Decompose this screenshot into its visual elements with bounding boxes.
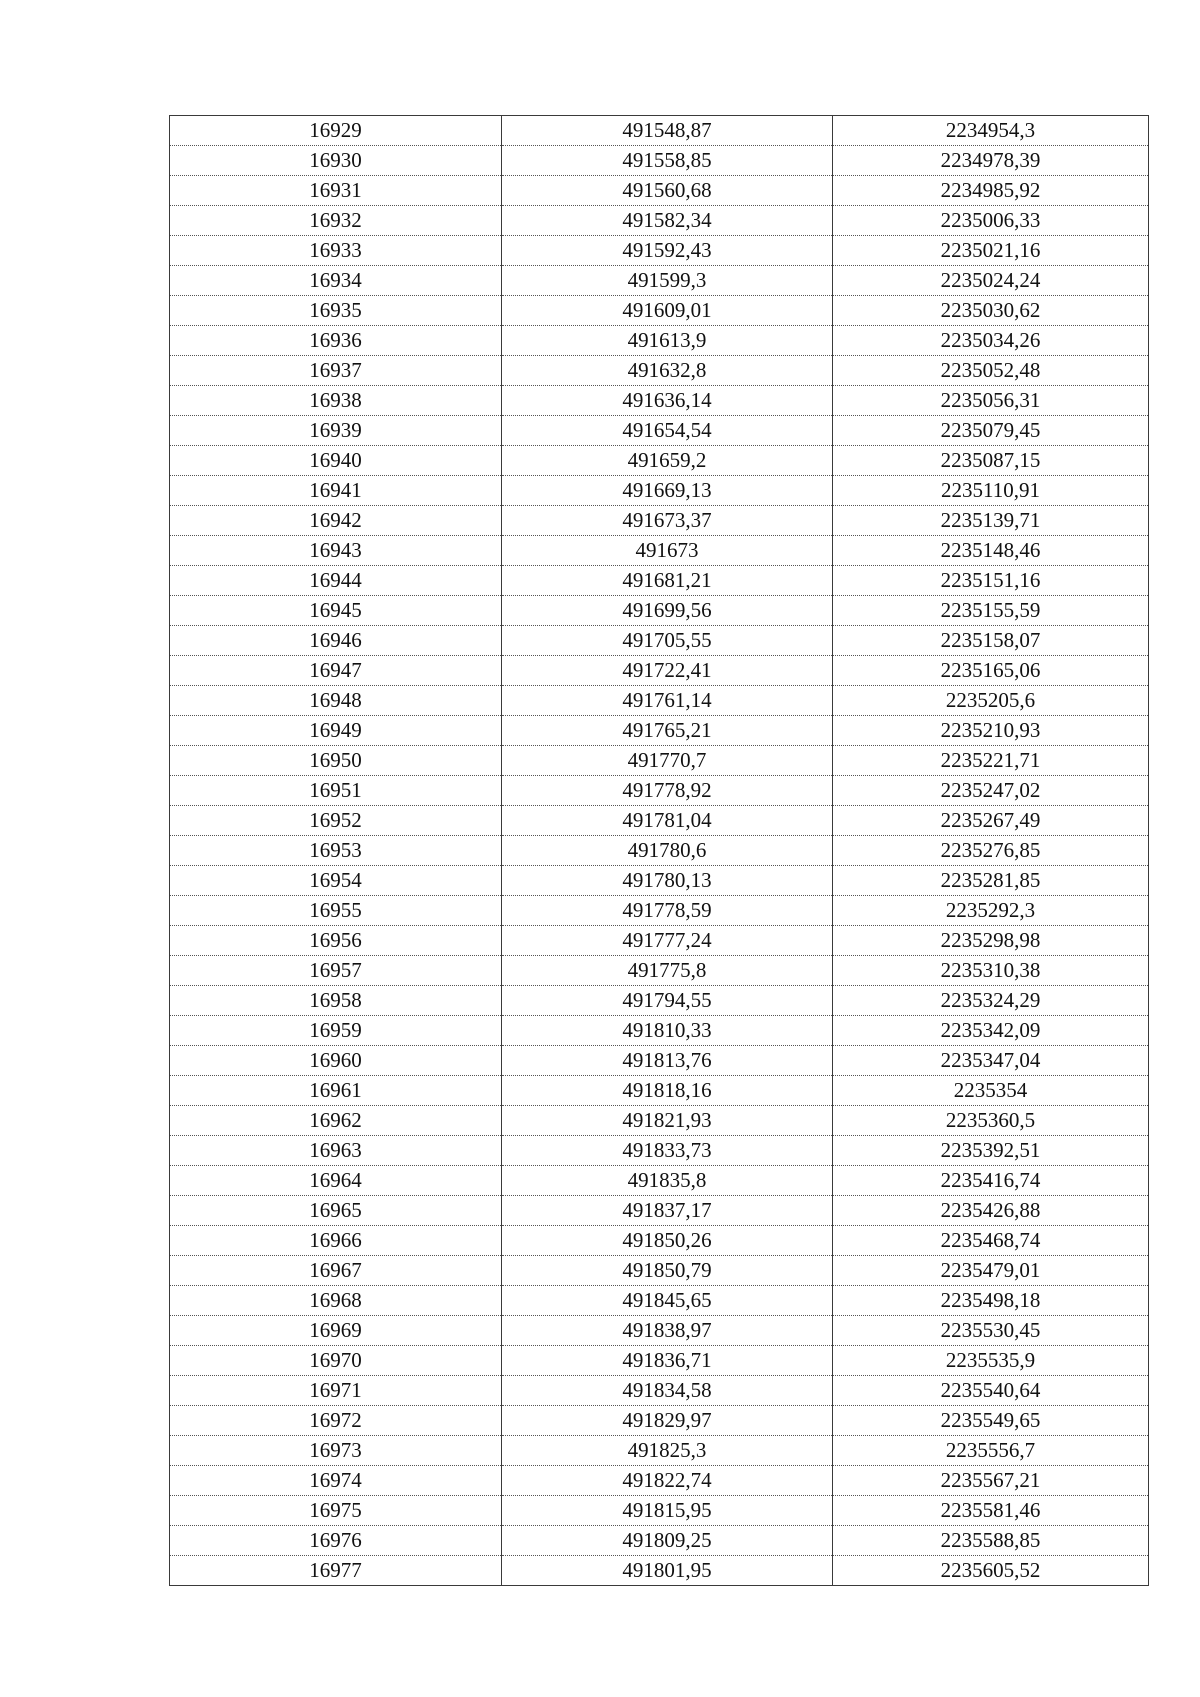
y-coordinate-cell: 2235158,07 [833,626,1149,656]
table-row [170,1526,1149,1556]
x-coordinate-cell: 491818,16 [502,1076,833,1106]
table-row [170,1166,1149,1196]
y-coordinate-cell: 2235276,85 [833,836,1149,866]
y-coordinate-cell: 2235056,31 [833,386,1149,416]
table-row [170,566,1149,596]
table-row [170,236,1149,266]
x-coordinate-cell: 491761,14 [502,686,833,716]
y-coordinate-cell: 2235556,7 [833,1436,1149,1466]
point-number-cell: 16976 [170,1526,502,1556]
table-row [170,926,1149,956]
x-coordinate-cell: 491722,41 [502,656,833,686]
point-number-cell: 16936 [170,326,502,356]
x-coordinate-cell: 491850,79 [502,1256,833,1286]
table-row [170,986,1149,1016]
table-row [170,1436,1149,1466]
y-coordinate-cell: 2235540,64 [833,1376,1149,1406]
x-coordinate-cell: 491548,87 [502,116,833,146]
x-coordinate-cell: 491809,25 [502,1526,833,1556]
y-coordinate-cell: 2235024,24 [833,266,1149,296]
y-coordinate-cell: 2235342,09 [833,1016,1149,1046]
point-number-cell: 16970 [170,1346,502,1376]
x-coordinate-cell: 491815,95 [502,1496,833,1526]
y-coordinate-cell: 2235030,62 [833,296,1149,326]
point-number-cell: 16954 [170,866,502,896]
table-row [170,1196,1149,1226]
y-coordinate-cell: 2235006,33 [833,206,1149,236]
point-number-cell: 16952 [170,806,502,836]
point-number-cell: 16940 [170,446,502,476]
y-coordinate-cell: 2235292,3 [833,896,1149,926]
x-coordinate-cell: 491834,58 [502,1376,833,1406]
point-number-cell: 16957 [170,956,502,986]
point-number-cell: 16974 [170,1466,502,1496]
y-coordinate-cell: 2235148,46 [833,536,1149,566]
point-number-cell: 16962 [170,1106,502,1136]
table-row [170,1016,1149,1046]
table-row [170,416,1149,446]
y-coordinate-cell: 2235354 [833,1076,1149,1106]
point-number-cell: 16971 [170,1376,502,1406]
table-row [170,206,1149,236]
table-row [170,116,1149,146]
table-row [170,1406,1149,1436]
y-coordinate-cell: 2235151,16 [833,566,1149,596]
table-row [170,686,1149,716]
x-coordinate-cell: 491558,85 [502,146,833,176]
x-coordinate-cell: 491794,55 [502,986,833,1016]
y-coordinate-cell: 2235165,06 [833,656,1149,686]
point-number-cell: 16934 [170,266,502,296]
point-number-cell: 16955 [170,896,502,926]
point-number-cell: 16951 [170,776,502,806]
point-number-cell: 16953 [170,836,502,866]
x-coordinate-cell: 491780,13 [502,866,833,896]
y-coordinate-cell: 2235298,98 [833,926,1149,956]
y-coordinate-cell: 2235468,74 [833,1226,1149,1256]
y-coordinate-cell: 2235205,6 [833,686,1149,716]
y-coordinate-cell: 2235498,18 [833,1286,1149,1316]
table-row [170,776,1149,806]
table-row [170,1496,1149,1526]
point-number-cell: 16931 [170,176,502,206]
point-number-cell: 16946 [170,626,502,656]
x-coordinate-cell: 491765,21 [502,716,833,746]
point-number-cell: 16959 [170,1016,502,1046]
table-row [170,1256,1149,1286]
y-coordinate-cell: 2234985,92 [833,176,1149,206]
x-coordinate-cell: 491632,8 [502,356,833,386]
y-coordinate-cell: 2235324,29 [833,986,1149,1016]
point-number-cell: 16956 [170,926,502,956]
point-number-cell: 16930 [170,146,502,176]
y-coordinate-cell: 2235392,51 [833,1136,1149,1166]
point-number-cell: 16968 [170,1286,502,1316]
point-number-cell: 16947 [170,656,502,686]
table-row [170,806,1149,836]
y-coordinate-cell: 2235110,91 [833,476,1149,506]
table-row [170,1556,1149,1586]
y-coordinate-cell: 2235034,26 [833,326,1149,356]
table-row [170,446,1149,476]
x-coordinate-cell: 491833,73 [502,1136,833,1166]
coordinates-table-body [170,116,1149,1586]
table-row [170,386,1149,416]
table-row [170,1136,1149,1166]
y-coordinate-cell: 2235479,01 [833,1256,1149,1286]
point-number-cell: 16932 [170,206,502,236]
point-number-cell: 16942 [170,506,502,536]
y-coordinate-cell: 2235310,38 [833,956,1149,986]
x-coordinate-cell: 491673 [502,536,833,566]
table-row [170,356,1149,386]
table-row [170,326,1149,356]
table-row [170,956,1149,986]
x-coordinate-cell: 491636,14 [502,386,833,416]
x-coordinate-cell: 491838,97 [502,1316,833,1346]
point-number-cell: 16965 [170,1196,502,1226]
x-coordinate-cell: 491801,95 [502,1556,833,1586]
point-number-cell: 16948 [170,686,502,716]
point-number-cell: 16961 [170,1076,502,1106]
table-row [170,1076,1149,1106]
x-coordinate-cell: 491810,33 [502,1016,833,1046]
point-number-cell: 16950 [170,746,502,776]
x-coordinate-cell: 491599,3 [502,266,833,296]
y-coordinate-cell: 2235052,48 [833,356,1149,386]
table-row [170,476,1149,506]
y-coordinate-cell: 2235605,52 [833,1556,1149,1586]
x-coordinate-cell: 491850,26 [502,1226,833,1256]
table-row [170,506,1149,536]
x-coordinate-cell: 491592,43 [502,236,833,266]
x-coordinate-cell: 491613,9 [502,326,833,356]
x-coordinate-cell: 491582,34 [502,206,833,236]
x-coordinate-cell: 491822,74 [502,1466,833,1496]
y-coordinate-cell: 2235087,15 [833,446,1149,476]
y-coordinate-cell: 2234978,39 [833,146,1149,176]
y-coordinate-cell: 2235210,93 [833,716,1149,746]
x-coordinate-cell: 491560,68 [502,176,833,206]
point-number-cell: 16943 [170,536,502,566]
point-number-cell: 16929 [170,116,502,146]
x-coordinate-cell: 491778,92 [502,776,833,806]
x-coordinate-cell: 491837,17 [502,1196,833,1226]
table-row [170,866,1149,896]
x-coordinate-cell: 491654,54 [502,416,833,446]
point-number-cell: 16977 [170,1556,502,1586]
table-row [170,746,1149,776]
point-number-cell: 16960 [170,1046,502,1076]
table-row [170,296,1149,326]
y-coordinate-cell: 2235535,9 [833,1346,1149,1376]
table-row [170,836,1149,866]
y-coordinate-cell: 2235021,16 [833,236,1149,266]
point-number-cell: 16937 [170,356,502,386]
table-row [170,1466,1149,1496]
x-coordinate-cell: 491781,04 [502,806,833,836]
point-number-cell: 16963 [170,1136,502,1166]
y-coordinate-cell: 2234954,3 [833,116,1149,146]
x-coordinate-cell: 491813,76 [502,1046,833,1076]
table-row [170,716,1149,746]
point-number-cell: 16969 [170,1316,502,1346]
table-row [170,896,1149,926]
y-coordinate-cell: 2235581,46 [833,1496,1149,1526]
table-row [170,536,1149,566]
x-coordinate-cell: 491775,8 [502,956,833,986]
point-number-cell: 16967 [170,1256,502,1286]
x-coordinate-cell: 491699,56 [502,596,833,626]
y-coordinate-cell: 2235281,85 [833,866,1149,896]
y-coordinate-cell: 2235567,21 [833,1466,1149,1496]
point-number-cell: 16939 [170,416,502,446]
table-row [170,1286,1149,1316]
point-number-cell: 16964 [170,1166,502,1196]
y-coordinate-cell: 2235530,45 [833,1316,1149,1346]
x-coordinate-cell: 491835,8 [502,1166,833,1196]
x-coordinate-cell: 491829,97 [502,1406,833,1436]
table-row [170,1316,1149,1346]
x-coordinate-cell: 491845,65 [502,1286,833,1316]
x-coordinate-cell: 491821,93 [502,1106,833,1136]
table-row [170,596,1149,626]
y-coordinate-cell: 2235079,45 [833,416,1149,446]
point-number-cell: 16933 [170,236,502,266]
table-row [170,176,1149,206]
y-coordinate-cell: 2235139,71 [833,506,1149,536]
point-number-cell: 16975 [170,1496,502,1526]
x-coordinate-cell: 491681,21 [502,566,833,596]
y-coordinate-cell: 2235267,49 [833,806,1149,836]
x-coordinate-cell: 491778,59 [502,896,833,926]
point-number-cell: 16972 [170,1406,502,1436]
table-row [170,266,1149,296]
x-coordinate-cell: 491609,01 [502,296,833,326]
y-coordinate-cell: 2235549,65 [833,1406,1149,1436]
point-number-cell: 16958 [170,986,502,1016]
x-coordinate-cell: 491777,24 [502,926,833,956]
table-row [170,626,1149,656]
coordinates-table [169,115,1149,1586]
table-row [170,146,1149,176]
y-coordinate-cell: 2235426,88 [833,1196,1149,1226]
table-row [170,1106,1149,1136]
x-coordinate-cell: 491673,37 [502,506,833,536]
y-coordinate-cell: 2235416,74 [833,1166,1149,1196]
point-number-cell: 16966 [170,1226,502,1256]
x-coordinate-cell: 491780,6 [502,836,833,866]
point-number-cell: 16944 [170,566,502,596]
point-number-cell: 16935 [170,296,502,326]
y-coordinate-cell: 2235221,71 [833,746,1149,776]
point-number-cell: 16941 [170,476,502,506]
x-coordinate-cell: 491836,71 [502,1346,833,1376]
table-row [170,1226,1149,1256]
table-row [170,656,1149,686]
y-coordinate-cell: 2235588,85 [833,1526,1149,1556]
table-row [170,1046,1149,1076]
x-coordinate-cell: 491659,2 [502,446,833,476]
point-number-cell: 16973 [170,1436,502,1466]
y-coordinate-cell: 2235360,5 [833,1106,1149,1136]
table-row [170,1376,1149,1406]
y-coordinate-cell: 2235347,04 [833,1046,1149,1076]
point-number-cell: 16938 [170,386,502,416]
x-coordinate-cell: 491770,7 [502,746,833,776]
table-row [170,1346,1149,1376]
y-coordinate-cell: 2235155,59 [833,596,1149,626]
x-coordinate-cell: 491825,3 [502,1436,833,1466]
point-number-cell: 16945 [170,596,502,626]
point-number-cell: 16949 [170,716,502,746]
x-coordinate-cell: 491669,13 [502,476,833,506]
x-coordinate-cell: 491705,55 [502,626,833,656]
y-coordinate-cell: 2235247,02 [833,776,1149,806]
